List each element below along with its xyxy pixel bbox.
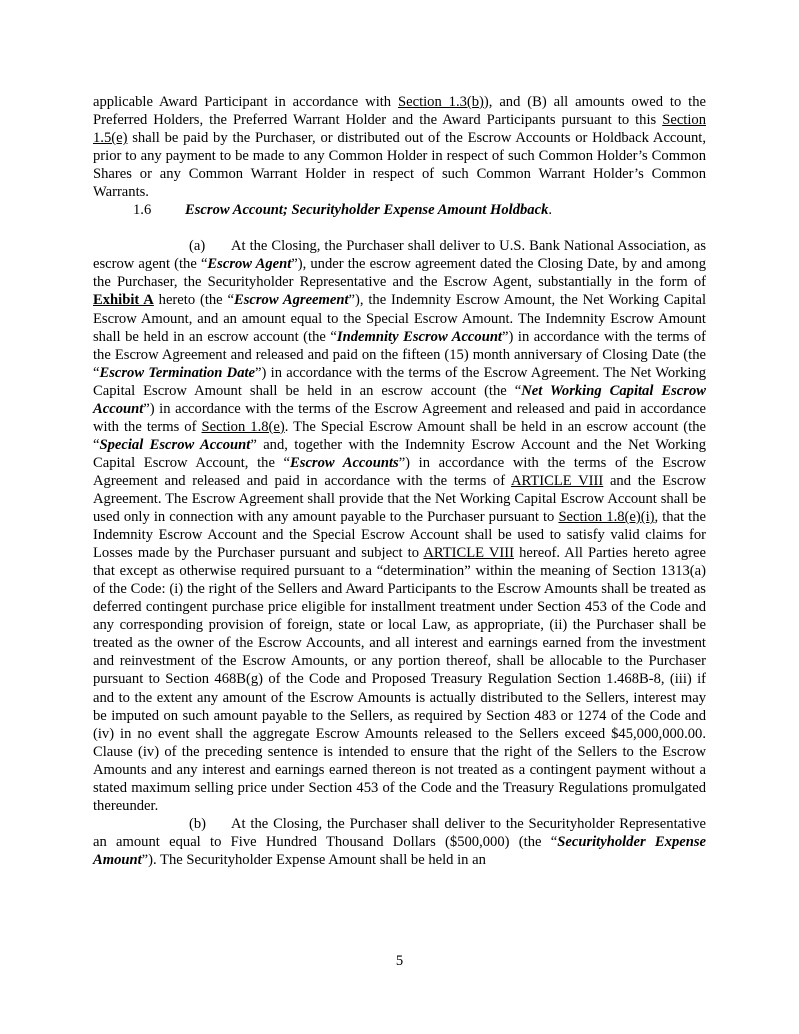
section-number: 1.6: [133, 202, 152, 219]
defined-term: Securityholder Expense Amount: [93, 833, 706, 868]
text-run: . The Special Escrow Amount shall be held in an escrow account (the “: [93, 418, 706, 453]
text-run: shall be paid by the Purchaser, or distributed out of the Escrow Accounts or Holdback Account, prior to any payment to be made to any Common Holder in respect of such Common Holder’s Common Shares or any Common Warrant Holder in respect of such Common Warrant Holder’s Common Warrants.: [93, 130, 706, 201]
text-run: hereto (the “: [153, 292, 234, 309]
text-run: ”) in accordance with the terms of the Escrow Agreement and released and paid in accordance with the terms of: [93, 454, 706, 489]
defined-term: Escrow Accounts: [290, 454, 399, 471]
defined-term: Indemnity Escrow Account: [336, 328, 502, 345]
text-run: ”), the Indemnity Escrow Amount, the Net Working Capital Escrow Amount, and an amount equal to the Special Escrow Amount. The Indemnity Escrow Amount shall be held in an escrow account (the “: [93, 292, 707, 345]
section-reference: Section 1.3(b): [398, 94, 484, 110]
text-run: ”) in accordance with the terms of the Escrow Agreement. The Net Working Capital Escrow Amount shall be held in an escrow account (the “: [93, 364, 706, 399]
paragraph-a: [93, 237, 706, 815]
document-page: [93, 93, 706, 869]
defined-term: Escrow Termination Date: [99, 364, 256, 381]
section-reference: Section 1.8(e)(i): [558, 509, 655, 526]
text-run: At the Closing, the Purchaser shall deliver to U.S. Bank National Association, as escrow agent (the “: [93, 238, 706, 273]
text-run: applicable Award Participant in accordance with: [93, 94, 398, 110]
section-title-period: .: [548, 202, 553, 219]
defined-term: Special Escrow Account: [99, 436, 251, 453]
text-run: ”) in accordance with the terms of the Escrow Agreement and released and paid in accordance with the terms of: [93, 400, 706, 435]
text-run: and the Escrow Agreement. The Escrow Agreement shall provide that the Net Working Capital Escrow Account shall be used only in connection with any amount payable to the Purchaser pursuant to: [93, 472, 706, 526]
defined-term: Net Working Capital Escrow Account: [93, 382, 706, 417]
article-reference: ARTICLE VIII: [423, 545, 515, 562]
section-reference: Section 1.8(e): [201, 418, 285, 435]
section-heading: [93, 201, 706, 219]
text-run: ”), under the escrow agreement dated the Closing Date, by and among the Purchaser, the Securityholder Representative and the Escrow Agent, substantially in the form of: [93, 256, 707, 291]
text-run: hereof. All Parties hereto agree that except as otherwise required pursuant to a “determination” within the meaning of Section 1313(a) of the Code: (i) the right of the Sellers and Award Participants to the Escrow Amounts shall be treated as deferred contingent purchase price eligible for installment treatment under Section 453 of the Code and any corresponding provision of foreign, state or local Law, as appropriate, (ii) the Purchaser shall be treated as the owner of the Escrow Accounts, and all interest and earnings earned from the investment and reinvestment of the Escrow Amounts, or any portion thereof, shall be allocable to the Purchaser pursuant to Section 468B(g) of the Code and Proposed Treasury Regulation Section 1.468B-8, (iii) if and to the extent any amount of the Escrow Amounts is actually distributed to the Sellers, interest may be imputed on such amount payable to the Sellers, as required by Section 483 or 1274 of the Code and (iv) in no event shall the aggregate Escrow Amounts released to the Sellers exceed $45,000,000.00. Clause (iv) of the preceding sentence is intended to ensure that the right of the Sellers to the Escrow Amounts and any interest and earnings earned thereon is not treated as a contingent payment without a stated maximum selling price under Section 453 of the Code and the Treasury Regulations promulgated thereunder.: [93, 545, 706, 814]
section-reference: Section 1.5(e): [93, 112, 706, 147]
defined-term: Escrow Agent: [207, 256, 292, 273]
subsection-label: (b): [189, 815, 207, 832]
subsection-label: (a): [189, 238, 206, 255]
text-run: ”). The Securityholder Expense Amount shall be held in an: [141, 851, 486, 868]
page-number: 5: [395, 953, 404, 969]
section-title: Escrow Account; Securityholder Expense Amount Holdback: [185, 202, 549, 219]
text-run: ), and (B) all amounts owed to the Preferred Holders, the Preferred Warrant Holder and the Award Participants pursuant to this: [93, 94, 706, 129]
article-reference: ARTICLE VIII: [510, 472, 604, 489]
defined-term: Escrow Agreement: [233, 292, 349, 309]
text-run: ”) in accordance with the terms of the Escrow Agreement and released and paid on the fifteen (15) month anniversary of Closing Date (the “: [93, 328, 706, 381]
exhibit-reference: Exhibit A: [93, 292, 154, 309]
paragraph-b: [93, 815, 706, 869]
text-run: , that the Indemnity Escrow Account and the Special Escrow Account shall be used to satisfy valid claims for Losses made by the Purchaser pursuant and subject to: [93, 509, 706, 562]
paragraph-continuation: [93, 93, 706, 201]
text-run: ” and, together with the Indemnity Escrow Account and the Net Working Capital Escrow Account, the “: [93, 436, 706, 471]
text-run: At the Closing, the Purchaser shall deliver to the Securityholder Representative an amount equal to Five Hundred Thousand Dollars ($500,000) (the “: [93, 815, 706, 850]
